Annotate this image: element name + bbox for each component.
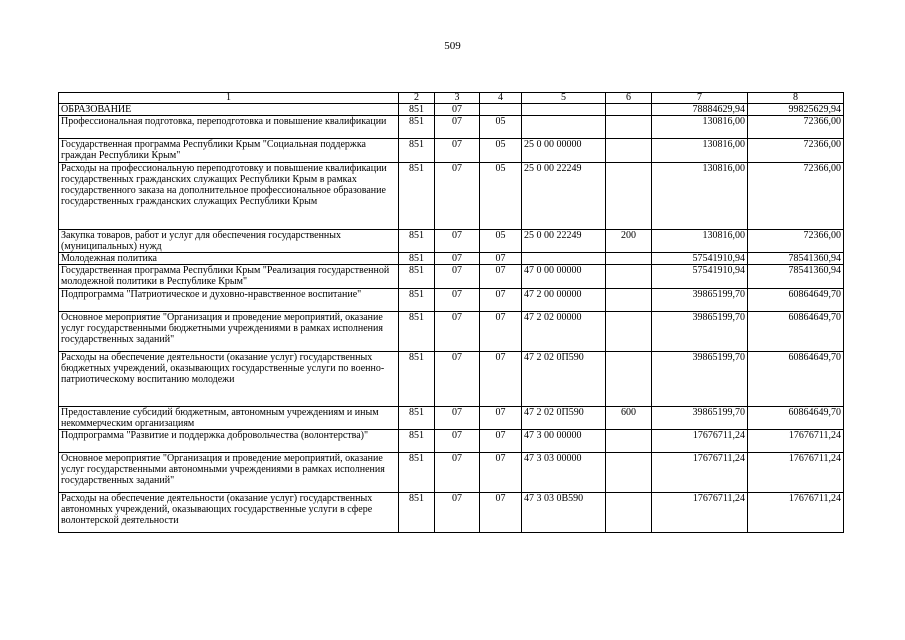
item-name-cell: Профессиональная подготовка, переподготовка и повышение квалификации (59, 116, 399, 139)
amount-year1-cell: 57541910,94 (652, 265, 748, 288)
budget-table (58, 92, 844, 533)
section-code-cell: 07 (435, 406, 480, 429)
subsection-code-cell: 05 (480, 229, 522, 252)
item-name-cell: ОБРАЗОВАНИЕ (59, 104, 399, 116)
target-article-cell: 47 0 00 00000 (522, 265, 606, 288)
item-name-cell: Государственная программа Республики Крым "Социальная поддержка граждан Республики Крым" (59, 139, 399, 162)
table-row (59, 351, 844, 406)
amount-year2-cell: 17676711,24 (748, 493, 844, 533)
section-code-cell: 07 (435, 116, 480, 139)
expense-type-cell (606, 493, 652, 533)
table-row (59, 139, 844, 162)
section-code-cell: 07 (435, 104, 480, 116)
table-row (59, 453, 844, 493)
amount-year1-cell: 130816,00 (652, 139, 748, 162)
amount-year1-cell: 17676711,24 (652, 493, 748, 533)
item-name-cell: Подпрограмма "Патриотическое и духовно-нравственное воспитание" (59, 288, 399, 311)
subsection-code-cell: 07 (480, 351, 522, 406)
expense-type-cell (606, 162, 652, 229)
subsection-code-cell: 07 (480, 430, 522, 453)
amount-year1-cell: 78884629,94 (652, 104, 748, 116)
grbs-code-cell: 851 (399, 162, 435, 229)
expense-type-cell (606, 139, 652, 162)
amount-year2-cell: 60864649,70 (748, 288, 844, 311)
section-code-cell: 07 (435, 139, 480, 162)
section-code-cell: 07 (435, 288, 480, 311)
grbs-code-cell: 851 (399, 139, 435, 162)
subsection-code-cell: 07 (480, 406, 522, 429)
table-row (59, 253, 844, 265)
subsection-code-cell: 07 (480, 253, 522, 265)
subsection-code-cell: 07 (480, 311, 522, 351)
table-row (59, 116, 844, 139)
section-code-cell: 07 (435, 265, 480, 288)
expense-type-cell (606, 253, 652, 265)
expense-type-cell: 600 (606, 406, 652, 429)
column-header-2: 2 (399, 93, 435, 104)
table-body (59, 104, 844, 533)
item-name-cell: Расходы на обеспечение деятельности (оказание услуг) государственных бюджетных учреждений, оказывающих государственные услуги по военно-патриотическому воспитанию молодежи (59, 351, 399, 406)
amount-year2-cell: 99825629,94 (748, 104, 844, 116)
item-name-cell: Закупка товаров, работ и услуг для обеспечения государственных (муниципальных) нужд (59, 229, 399, 252)
amount-year1-cell: 17676711,24 (652, 453, 748, 493)
subsection-code-cell: 05 (480, 139, 522, 162)
expense-type-cell (606, 265, 652, 288)
subsection-code-cell: 07 (480, 265, 522, 288)
section-code-cell: 07 (435, 311, 480, 351)
target-article-cell (522, 253, 606, 265)
target-article-cell: 47 3 03 00000 (522, 453, 606, 493)
table-row (59, 493, 844, 533)
subsection-code-cell (480, 104, 522, 116)
subsection-code-cell: 05 (480, 116, 522, 139)
section-code-cell: 07 (435, 493, 480, 533)
grbs-code-cell: 851 (399, 116, 435, 139)
subsection-code-cell: 07 (480, 493, 522, 533)
expense-type-cell (606, 116, 652, 139)
amount-year2-cell: 17676711,24 (748, 453, 844, 493)
target-article-cell: 47 2 02 00000 (522, 311, 606, 351)
amount-year1-cell: 17676711,24 (652, 430, 748, 453)
grbs-code-cell: 851 (399, 229, 435, 252)
grbs-code-cell: 851 (399, 265, 435, 288)
item-name-cell: Основное мероприятие "Организация и проведение мероприятий, оказание услуг государственными автономными учреждениями в рамках исполнения государственных заданий" (59, 453, 399, 493)
table-header (59, 93, 844, 104)
item-name-cell: Подпрограмма "Развитие и поддержка добровольчества (волонтерства)" (59, 430, 399, 453)
amount-year1-cell: 130816,00 (652, 116, 748, 139)
table-row (59, 311, 844, 351)
amount-year1-cell: 130816,00 (652, 162, 748, 229)
amount-year1-cell: 130816,00 (652, 229, 748, 252)
target-article-cell: 47 2 02 0П590 (522, 351, 606, 406)
grbs-code-cell: 851 (399, 430, 435, 453)
amount-year2-cell: 78541360,94 (748, 253, 844, 265)
grbs-code-cell: 851 (399, 253, 435, 265)
amount-year2-cell: 72366,00 (748, 229, 844, 252)
table-row (59, 288, 844, 311)
grbs-code-cell: 851 (399, 351, 435, 406)
amount-year1-cell: 57541910,94 (652, 253, 748, 265)
target-article-cell: 47 2 02 0П590 (522, 406, 606, 429)
target-article-cell: 47 3 00 00000 (522, 430, 606, 453)
expense-type-cell (606, 311, 652, 351)
item-name-cell: Государственная программа Республики Крым "Реализация государственной молодежной политики в Республике Крым" (59, 265, 399, 288)
column-header-1: 1 (59, 93, 399, 104)
section-code-cell: 07 (435, 453, 480, 493)
target-article-cell: 47 2 00 00000 (522, 288, 606, 311)
table-row (59, 265, 844, 288)
amount-year1-cell: 39865199,70 (652, 311, 748, 351)
grbs-code-cell: 851 (399, 288, 435, 311)
amount-year2-cell: 72366,00 (748, 139, 844, 162)
amount-year1-cell: 39865199,70 (652, 288, 748, 311)
subsection-code-cell: 07 (480, 288, 522, 311)
target-article-cell: 47 3 03 0В590 (522, 493, 606, 533)
expense-type-cell: 200 (606, 229, 652, 252)
header-row (59, 93, 844, 104)
expense-type-cell (606, 104, 652, 116)
column-header-5: 5 (522, 93, 606, 104)
item-name-cell: Основное мероприятие "Организация и проведение мероприятий, оказание услуг государственными бюджетными учреждениями в рамках исполнения государственных заданий" (59, 311, 399, 351)
expense-type-cell (606, 430, 652, 453)
table-row (59, 229, 844, 252)
grbs-code-cell: 851 (399, 311, 435, 351)
amount-year2-cell: 60864649,70 (748, 406, 844, 429)
amount-year1-cell: 39865199,70 (652, 351, 748, 406)
item-name-cell: Расходы на обеспечение деятельности (оказание услуг) государственных автономных учреждений, оказывающих государственные услуги в сфере волонтерской деятельности (59, 493, 399, 533)
column-header-6: 6 (606, 93, 652, 104)
amount-year2-cell: 72366,00 (748, 162, 844, 229)
expense-type-cell (606, 288, 652, 311)
table-row (59, 406, 844, 429)
amount-year2-cell: 17676711,24 (748, 430, 844, 453)
amount-year1-cell: 39865199,70 (652, 406, 748, 429)
target-article-cell: 25 0 00 22249 (522, 162, 606, 229)
table-row (59, 430, 844, 453)
target-article-cell (522, 104, 606, 116)
item-name-cell: Молодежная политика (59, 253, 399, 265)
section-code-cell: 07 (435, 253, 480, 265)
target-article-cell: 25 0 00 00000 (522, 139, 606, 162)
grbs-code-cell: 851 (399, 493, 435, 533)
amount-year2-cell: 60864649,70 (748, 311, 844, 351)
subsection-code-cell: 05 (480, 162, 522, 229)
amount-year2-cell: 60864649,70 (748, 351, 844, 406)
expense-type-cell (606, 453, 652, 493)
page-number: 509 (444, 40, 461, 52)
grbs-code-cell: 851 (399, 406, 435, 429)
item-name-cell: Предоставление субсидий бюджетным, автономным учреждениям и иным некоммерческим организациям (59, 406, 399, 429)
grbs-code-cell: 851 (399, 453, 435, 493)
section-code-cell: 07 (435, 351, 480, 406)
amount-year2-cell: 78541360,94 (748, 265, 844, 288)
column-header-4: 4 (480, 93, 522, 104)
section-code-cell: 07 (435, 229, 480, 252)
section-code-cell: 07 (435, 430, 480, 453)
grbs-code-cell: 851 (399, 104, 435, 116)
target-article-cell: 25 0 00 22249 (522, 229, 606, 252)
column-header-3: 3 (435, 93, 480, 104)
subsection-code-cell: 07 (480, 453, 522, 493)
amount-year2-cell: 72366,00 (748, 116, 844, 139)
column-header-8: 8 (748, 93, 844, 104)
table-row (59, 162, 844, 229)
target-article-cell (522, 116, 606, 139)
column-header-7: 7 (652, 93, 748, 104)
item-name-cell: Расходы на профессиональную переподготовку и повышение квалификации государственных гражданских служащих Республики Крым в рамках государственного заказа на дополнительное профессиональное образование государственных гражданских служащих Республики Крым (59, 162, 399, 229)
section-code-cell: 07 (435, 162, 480, 229)
expense-type-cell (606, 351, 652, 406)
table-row (59, 104, 844, 116)
